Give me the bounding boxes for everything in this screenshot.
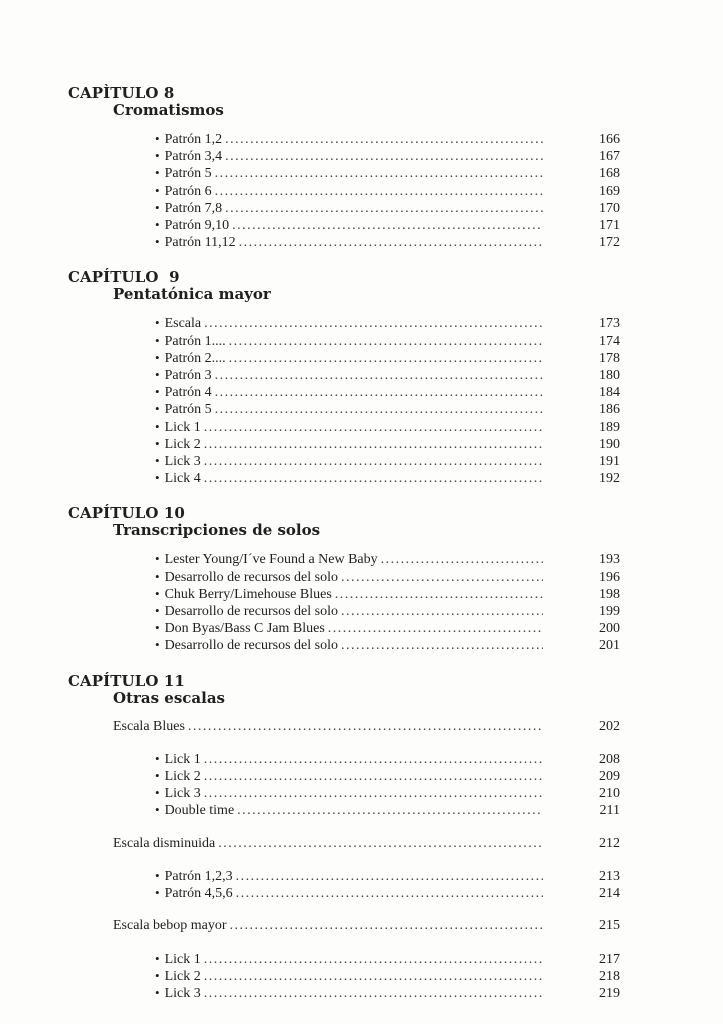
bullet-icon: • <box>155 217 160 233</box>
dot-leader-icon <box>215 184 543 200</box>
bullet-icon: • <box>155 332 160 348</box>
toc-block <box>68 751 620 820</box>
bullet-icon: • <box>155 234 160 250</box>
entry-label: Patrón 1,2,3 <box>164 868 233 884</box>
entry-label: Lick 1 <box>164 419 201 435</box>
entry-page-number: 193 <box>599 552 620 568</box>
dot-leader-icon <box>236 869 543 885</box>
dot-leader-icon <box>225 201 543 217</box>
dot-leader-icon <box>188 719 543 735</box>
entry-label: Escala bebop mayor <box>113 918 227 934</box>
entry-label: Desarrollo de recursos del solo <box>164 638 338 654</box>
entry-label: Patrón 7,8 <box>164 200 223 216</box>
entry-label: Lick 3 <box>164 454 201 470</box>
bullet-icon: • <box>155 950 160 966</box>
dot-leader-icon <box>341 638 543 654</box>
entry-page-number: 196 <box>599 569 620 585</box>
toc-block <box>68 951 620 1003</box>
toc-block <box>68 836 620 852</box>
entry-label: Lick 2 <box>164 968 201 984</box>
entry-page-number: 208 <box>599 751 620 767</box>
toc-entry <box>155 985 620 1002</box>
toc-block <box>68 551 620 654</box>
entry-label: Patrón 5 <box>164 402 212 418</box>
toc <box>68 85 620 1002</box>
entry-label: Patrón 1,2 <box>164 132 223 147</box>
chapter-subtitle: Cromatismos <box>113 101 224 119</box>
dot-leader-icon <box>239 235 543 251</box>
toc-entry <box>155 751 620 768</box>
toc-entry <box>155 453 620 470</box>
bullet-icon: • <box>155 885 160 901</box>
toc-entry <box>155 620 620 637</box>
toc-entry <box>113 719 620 735</box>
bullet-icon: • <box>155 585 160 601</box>
entry-page-number: 169 <box>599 183 620 199</box>
toc-entry <box>155 637 620 654</box>
entry-page-number: 189 <box>599 419 620 435</box>
bullet-icon: • <box>155 750 160 766</box>
toc-entry <box>155 885 620 902</box>
bullet-icon: • <box>155 603 160 619</box>
toc-entry <box>155 951 620 968</box>
entry-label: Patrón 1.... <box>164 333 226 349</box>
toc-entry <box>155 367 620 384</box>
chapter-heading: CAPÌTULO 8 <box>68 84 175 102</box>
entry-label: Patrón 5 <box>164 166 212 182</box>
entry-label: Patrón 11,12 <box>164 235 236 251</box>
entry-label: Chuk Berry/Limehouse Blues <box>164 586 332 602</box>
entry-page-number: 190 <box>599 436 620 452</box>
dot-leader-icon <box>236 886 543 902</box>
entry-label: Patrón 6 <box>164 183 212 199</box>
entry-label: Lick 4 <box>164 471 201 487</box>
toc-entry <box>155 470 620 487</box>
entry-page-number: 180 <box>599 368 620 384</box>
toc-section <box>68 673 620 1002</box>
bullet-icon: • <box>155 802 160 818</box>
entry-page-number: 186 <box>599 402 620 418</box>
bullet-icon: • <box>155 315 160 331</box>
bullet-icon: • <box>155 637 160 653</box>
chapter-heading: CAPÍTULO 9 <box>68 268 180 287</box>
entry-page-number: 178 <box>599 350 620 366</box>
toc-entry <box>155 569 620 586</box>
chapter-subtitle: Pentatónica mayor <box>113 285 271 304</box>
bullet-icon: • <box>155 768 160 784</box>
dot-leader-icon <box>204 986 543 1002</box>
entry-page-number: 168 <box>599 166 620 182</box>
bullet-icon: • <box>155 568 160 584</box>
entry-label: Lester Young/I´ve Found a New Baby <box>164 552 378 568</box>
toc-entry <box>155 200 620 217</box>
dot-leader-icon <box>215 385 543 401</box>
entry-page-number: 211 <box>599 803 620 819</box>
dot-leader-icon <box>215 166 543 182</box>
entry-page-number: 212 <box>599 835 620 851</box>
entry-label: Patrón 4 <box>164 385 212 401</box>
entry-label: Lick 2 <box>164 436 201 452</box>
toc-entry <box>155 551 620 568</box>
dot-leader-icon <box>229 351 543 367</box>
bullet-icon: • <box>155 349 160 365</box>
entry-label: Lick 1 <box>164 751 201 767</box>
dot-leader-icon <box>341 604 543 620</box>
toc-section <box>68 269 620 487</box>
bullet-icon: • <box>155 620 160 636</box>
dot-leader-icon <box>237 803 543 819</box>
entry-page-number: 213 <box>599 868 620 884</box>
entry-page-number: 172 <box>599 235 620 251</box>
entry-page-number: 218 <box>599 968 620 984</box>
dot-leader-icon <box>204 969 543 985</box>
entry-page-number: 171 <box>599 218 620 234</box>
dot-leader-icon <box>204 471 543 487</box>
bullet-icon: • <box>155 470 160 486</box>
bullet-icon: • <box>155 785 160 801</box>
entry-page-number: 215 <box>599 918 620 934</box>
toc-entry <box>155 217 620 234</box>
bullet-icon: • <box>155 435 160 451</box>
entry-page-number: 202 <box>599 718 620 734</box>
entry-page-number: 191 <box>599 454 620 470</box>
toc-entry <box>155 419 620 436</box>
bullet-icon: • <box>155 182 160 198</box>
toc-entry <box>155 148 620 165</box>
bullet-icon: • <box>155 131 160 146</box>
toc-entry <box>155 868 620 885</box>
entry-page-number: 170 <box>599 200 620 216</box>
toc-block <box>68 918 620 934</box>
entry-page-number: 200 <box>599 621 620 637</box>
entry-page-number: 214 <box>599 886 620 902</box>
entry-page-number: 219 <box>599 985 620 1001</box>
entry-label: Lick 2 <box>164 769 201 785</box>
toc-entry <box>155 401 620 418</box>
dot-leader-icon <box>381 552 543 568</box>
toc-entry <box>155 768 620 785</box>
dot-leader-icon <box>225 132 543 148</box>
toc-entry <box>155 165 620 182</box>
bullet-icon: • <box>155 418 160 434</box>
chapter-heading: CAPÍTULO 11 <box>68 671 185 690</box>
dot-leader-icon <box>204 752 543 768</box>
toc-block <box>68 719 620 735</box>
entry-label: Patrón 4,5,6 <box>164 886 233 902</box>
entry-page-number: 209 <box>599 769 620 785</box>
dot-leader-icon <box>215 368 543 384</box>
chapter-heading: CAPÍTULO 10 <box>68 504 185 523</box>
entry-page-number: 198 <box>599 586 620 602</box>
toc-entry <box>155 315 620 332</box>
toc-section <box>68 85 620 251</box>
toc-block <box>68 868 620 902</box>
toc-entry <box>155 603 620 620</box>
bullet-icon: • <box>155 165 160 181</box>
entry-label: Lick 1 <box>164 951 201 967</box>
dot-leader-icon <box>204 952 543 968</box>
dot-leader-icon <box>204 786 543 802</box>
entry-label: Don Byas/Bass C Jam Blues <box>164 621 325 637</box>
entry-page-number: 173 <box>599 316 620 332</box>
toc-entry <box>155 785 620 802</box>
entry-label: Lick 3 <box>164 985 201 1001</box>
toc-entry <box>155 968 620 985</box>
bullet-icon: • <box>155 384 160 400</box>
toc-section <box>68 505 620 654</box>
entry-page-number: 217 <box>599 951 620 967</box>
chapter-subtitle: Transcripciones de solos <box>113 521 321 540</box>
entry-page-number: 210 <box>599 786 620 802</box>
entry-page-number: 166 <box>599 132 620 147</box>
toc-entry <box>155 436 620 453</box>
bullet-icon: • <box>155 401 160 417</box>
bullet-icon: • <box>155 148 160 164</box>
entry-page-number: 167 <box>599 149 620 165</box>
toc-entry <box>155 586 620 603</box>
dot-leader-icon <box>218 836 543 852</box>
entry-label: Escala disminuida <box>113 835 216 851</box>
entry-page-number: 201 <box>599 638 620 654</box>
toc-entry <box>155 802 620 819</box>
toc-entry <box>155 131 620 148</box>
bullet-icon: • <box>155 551 160 567</box>
bullet-icon: • <box>155 967 160 983</box>
toc-block <box>68 315 620 487</box>
entry-label: Double time <box>164 803 235 819</box>
dot-leader-icon <box>215 402 543 418</box>
entry-label: Escala Blues <box>113 718 185 734</box>
entry-label: Desarrollo de recursos del solo <box>164 569 338 585</box>
toc-entry <box>113 918 620 934</box>
toc-entry <box>155 350 620 367</box>
dot-leader-icon <box>230 918 543 934</box>
entry-label: Lick 3 <box>164 786 201 802</box>
bullet-icon: • <box>155 199 160 215</box>
toc-entry <box>155 183 620 200</box>
dot-leader-icon <box>335 587 543 603</box>
bullet-icon: • <box>155 867 160 883</box>
entry-label: Patrón 3,4 <box>164 149 223 165</box>
chapter-subtitle: Otras escalas <box>113 688 225 707</box>
dot-leader-icon <box>204 769 543 785</box>
toc-entry <box>155 333 620 350</box>
entry-page-number: 174 <box>599 333 620 349</box>
entry-page-number: 192 <box>599 471 620 487</box>
toc-entry <box>155 234 620 251</box>
entry-label: Patrón 9,10 <box>164 218 230 234</box>
toc-block <box>68 131 620 251</box>
entry-label: Escala <box>164 316 202 332</box>
entry-label: Desarrollo de recursos del solo <box>164 604 338 620</box>
entry-label: Patrón 3 <box>164 368 212 384</box>
dot-leader-icon <box>229 334 543 350</box>
bullet-icon: • <box>155 367 160 383</box>
dot-leader-icon <box>204 316 543 332</box>
entry-page-number: 199 <box>599 604 620 620</box>
entry-label: Patrón 2.... <box>164 350 226 366</box>
dot-leader-icon <box>232 218 543 234</box>
toc-entry <box>113 836 620 852</box>
dot-leader-icon <box>204 454 543 470</box>
toc-entry <box>155 384 620 401</box>
bullet-icon: • <box>155 453 160 469</box>
dot-leader-icon <box>225 149 543 165</box>
dot-leader-icon <box>204 437 543 453</box>
dot-leader-icon <box>328 621 543 637</box>
dot-leader-icon <box>204 420 543 436</box>
bullet-icon: • <box>155 984 160 1000</box>
entry-page-number: 184 <box>599 385 620 401</box>
dot-leader-icon <box>341 570 543 586</box>
